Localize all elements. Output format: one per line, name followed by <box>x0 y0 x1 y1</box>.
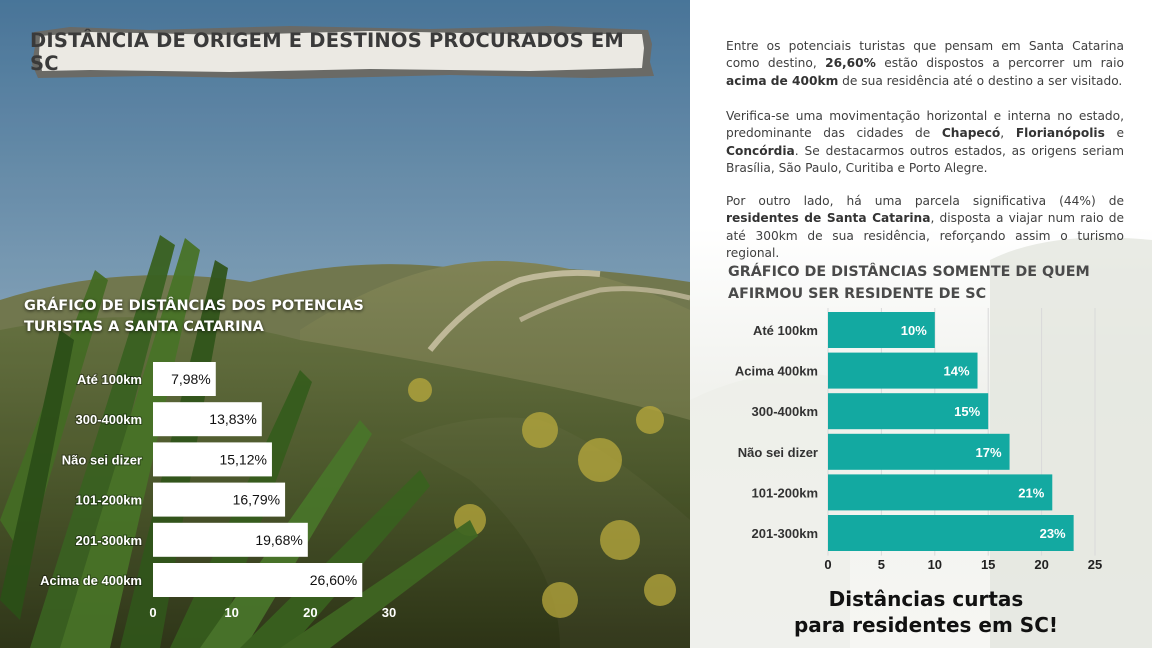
value-label: 19,68% <box>255 531 303 548</box>
paragraph-movement <box>726 108 1124 177</box>
category-label: Acima de 400km <box>40 573 142 588</box>
value-label: 21% <box>1018 485 1045 501</box>
highlight-city: Florianópolis <box>1015 126 1105 141</box>
x-tick-label: 0 <box>824 557 832 572</box>
value-label: 23% <box>1039 526 1066 541</box>
title-banner <box>30 24 656 80</box>
value-label: 26,60% <box>309 572 358 588</box>
paragraph-residents <box>726 193 1124 262</box>
footer-headline: para residentes em SC! <box>793 613 1058 637</box>
value-label: 15% <box>954 404 981 420</box>
x-tick-label: 30 <box>381 605 397 620</box>
paragraph-text: estão dispostos a percorrer um raio <box>875 56 1124 71</box>
page-title: DISTÂNCIA DE ORIGEM E DESTINOS PROCURADOS EM SC <box>30 29 624 75</box>
x-tick-label: 10 <box>927 557 943 572</box>
category-label: Até 100km <box>752 323 818 338</box>
category-label: 101-200km <box>751 485 818 501</box>
paragraph-text: . Se destacarmos outros estados, as origens seriam Brasília, São Paulo, Curitiba e Porto Alegre. <box>726 143 1124 175</box>
x-tick-label: 20 <box>303 605 318 620</box>
category-label: 201-300km <box>75 532 142 548</box>
highlight-distance: acima de 400km <box>726 73 839 88</box>
highlight-city: Concórdia <box>726 143 795 158</box>
category-label: Até 100km <box>76 372 142 387</box>
value-label: 17% <box>975 444 1002 460</box>
x-tick-label: 25 <box>1087 557 1103 572</box>
value-label: 16,79% <box>232 491 281 508</box>
paragraph-origin <box>726 38 1124 90</box>
left-chart-title: GRÁFICO DE DISTÂNCIAS DOS POTENCIAS TURISTAS A SANTA CATARINA <box>24 298 364 335</box>
x-tick-label: 20 <box>1034 557 1049 572</box>
paragraph-text: de sua residência até o destino a ser visitado. <box>838 73 1123 88</box>
x-tick-label: 15 <box>980 557 996 572</box>
value-label: 7,98% <box>171 371 211 387</box>
paragraph-text: Verifica-se uma movimentação horizontal e interna no estado, predominante das cidades de <box>726 109 1124 141</box>
footer-headline: Distâncias curtas <box>828 587 1024 611</box>
value-label: 13,83% <box>209 411 257 428</box>
category-label: Acima 400km <box>734 363 818 379</box>
x-tick-label: 0 <box>149 605 157 620</box>
value-label: 15,12% <box>219 451 267 468</box>
category-label: Não sei dizer <box>61 452 142 468</box>
right-text-panel <box>690 0 1152 648</box>
category-label: 101-200km <box>75 492 142 508</box>
paragraph-text: , disposta a viajar num raio de até 300km de sua residência, reforçando assim o turismo regional. <box>726 211 1124 260</box>
value-label: 14% <box>943 363 970 379</box>
x-tick-label: 10 <box>224 605 239 620</box>
paragraph-text: e <box>1104 126 1124 141</box>
x-tick-label: 5 <box>877 557 886 572</box>
paragraph-text: Por outro lado, há uma parcela significativa (44%) de <box>726 194 1124 208</box>
highlight-residents: residentes de Santa Catarina <box>726 211 931 226</box>
paragraph-text: Entre os potenciais turistas que pensam em Santa Catarina como destino, <box>726 39 1124 71</box>
value-label: 10% <box>900 323 927 338</box>
category-label: Não sei dizer <box>737 444 818 460</box>
paragraph-text: , <box>1000 126 1016 141</box>
category-label: 201-300km <box>751 526 818 541</box>
highlight-city: Chapecó <box>941 126 1001 141</box>
left-bar-chart <box>0 355 420 625</box>
category-label: 300-400km <box>751 404 818 420</box>
bar <box>828 515 1074 551</box>
category-label: 300-400km <box>75 412 142 428</box>
right-bar-chart <box>690 300 1152 580</box>
right-chart-title: GRÁFICO DE DISTÂNCIAS SOMENTE DE QUEM AFIRMOU SER RESIDENTE DE SC <box>728 264 1090 302</box>
highlight-percentage: 26,60% <box>825 56 876 71</box>
